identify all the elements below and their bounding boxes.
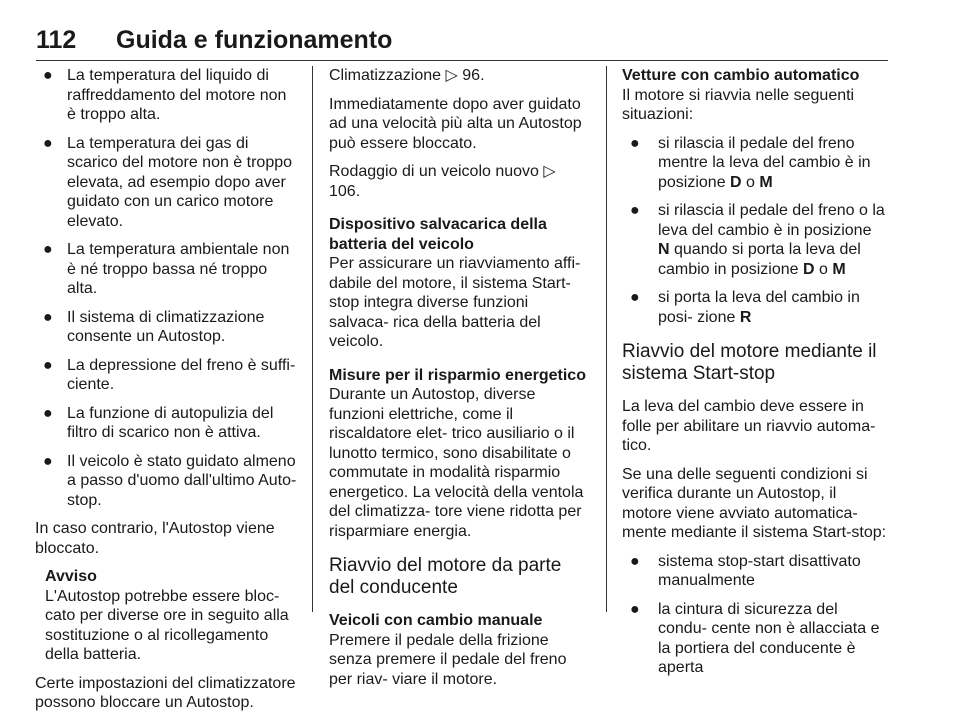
note-text: L'Autostop potrebbe essere bloc- cato per diverse ore in seguito alla sostituzione o al ricollegamento della batteria.	[45, 587, 289, 663]
note-title: Avviso	[45, 568, 97, 585]
manual-heading: Veicoli con cambio manuale	[329, 612, 543, 629]
column-3	[622, 66, 887, 687]
bullet-icon: ●	[630, 600, 640, 618]
battery-text: Per assicurare un riavviamento affi- dabile del motore, il sistema Start- stop integra diverse funzioni salvaca- rica della batteria del veicolo.	[329, 255, 581, 350]
break-in-reference	[329, 162, 591, 201]
arrow-icon: ▷	[445, 67, 458, 84]
list-item: ● Il veicolo è stato guidato almeno a passo d'uomo dall'ultimo Auto- stop.	[43, 452, 297, 509]
list-item: ● si rilascia il pedale del freno mentre la leva del cambio è in posizione D o M	[630, 134, 871, 191]
bullet-icon: ●	[630, 202, 640, 219]
break-in-reference-page: 106.	[329, 182, 361, 200]
header-rule	[36, 60, 888, 61]
bullet-icon: ●	[630, 134, 640, 152]
column-divider-1	[312, 66, 313, 612]
restart-neutral-text: La leva del cambio deve essere in folle per abilitare un riavvio automa- tico.	[622, 398, 876, 454]
climate-reference-link[interactable]: Climatizzazione	[329, 67, 442, 84]
climate-settings-text: Certe impostazioni del climatizzatore possono bloccare un Autostop.	[35, 674, 296, 711]
list-item: ● La depressione del freno è suffi- ciente.	[43, 356, 296, 393]
page-header	[36, 14, 886, 58]
list-item: ● la cintura di sicurezza del condu- cente non è allacciata e la portiera del conducente è aperta	[630, 600, 880, 676]
bullet-icon: ●	[630, 552, 640, 570]
climate-reference-page: 96.	[462, 67, 485, 84]
arrow-icon: ▷	[543, 163, 556, 180]
page-number: 112	[36, 26, 77, 54]
manual-text: Premere il pedale della frizione senza premere il pedale del freno per riav- viare il motore.	[329, 631, 567, 688]
list-item: ● si rilascia il pedale del freno o la leva del cambio è in posizione N quando si porta la leva del cambio in posizione D o M	[630, 202, 885, 278]
column-divider-2	[606, 66, 607, 612]
climate-reference	[329, 66, 591, 86]
break-in-reference-link[interactable]: Rodaggio di un veicolo nuovo	[329, 163, 539, 180]
bullet-icon: ●	[43, 67, 53, 84]
column-1	[35, 66, 298, 722]
column-2	[329, 66, 591, 698]
list-item: ● sistema stop-start disattivato manualmente	[630, 552, 861, 589]
list-item: ● La funzione di autopulizia del filtro di scarico non è attiva.	[43, 404, 274, 441]
energy-heading: Misure per il risparmio energetico	[329, 366, 586, 384]
list-item: ● Il sistema di climatizzazione consente un Autostop.	[43, 308, 265, 345]
bullet-icon: ●	[630, 289, 640, 306]
bullet-icon: ●	[43, 404, 53, 422]
bullet-icon: ●	[43, 308, 53, 326]
autostop-blocked-text: In caso contrario, l'Autostop viene bloccato.	[35, 520, 275, 557]
list-item: ● si porta la leva del cambio in posi- zione R	[630, 289, 860, 326]
automatic-intro: Il motore si riavvia nelle seguenti situazioni:	[622, 86, 855, 123]
automatic-heading: Vetture con cambio automatico	[622, 67, 860, 84]
bullet-icon: ●	[43, 356, 53, 374]
restart-system-heading: Riavvio del motore mediante il sistema Start-stop	[622, 341, 877, 384]
speed-autostop-text: Immediatamente dopo aver guidato ad una velocità più alta un Autostop può essere bloccato.	[329, 95, 582, 152]
restart-driver-heading: Riavvio del motore da parte del conducente	[329, 555, 562, 598]
restart-conditions-text: Se una delle seguenti condizioni si verifica durante un Autostop, il motore viene avviato automatica- mente mediante il sistema Start-stop:	[622, 465, 887, 541]
bullet-icon: ●	[43, 134, 53, 152]
bullet-icon: ●	[43, 452, 53, 470]
chapter-title: Guida e funzionamento	[116, 26, 393, 54]
note-box	[45, 567, 298, 665]
energy-text: Durante un Autostop, diverse funzioni elettriche, come il riscaldatore elet- trico ausiliario o il lunotto termico, sono disabilitate o commutate in modalità risparmio energetico. La velocità della ventola del climatizza- tore viene ridotta per risparmiare energia.	[329, 386, 584, 540]
bullet-icon: ●	[43, 241, 53, 258]
list-item: ● La temperatura ambientale non è né troppo bassa né troppo alta.	[43, 241, 290, 297]
list-item: ● La temperatura dei gas di scarico del motore non è troppo elevata, ad esempio dopo aver guidato con un carico motore elevato.	[43, 134, 293, 230]
list-item: ● La temperatura del liquido di raffreddamento del motore non è troppo alta.	[43, 67, 287, 123]
battery-heading: Dispositivo salvacarica della batteria del veicolo	[329, 216, 547, 253]
